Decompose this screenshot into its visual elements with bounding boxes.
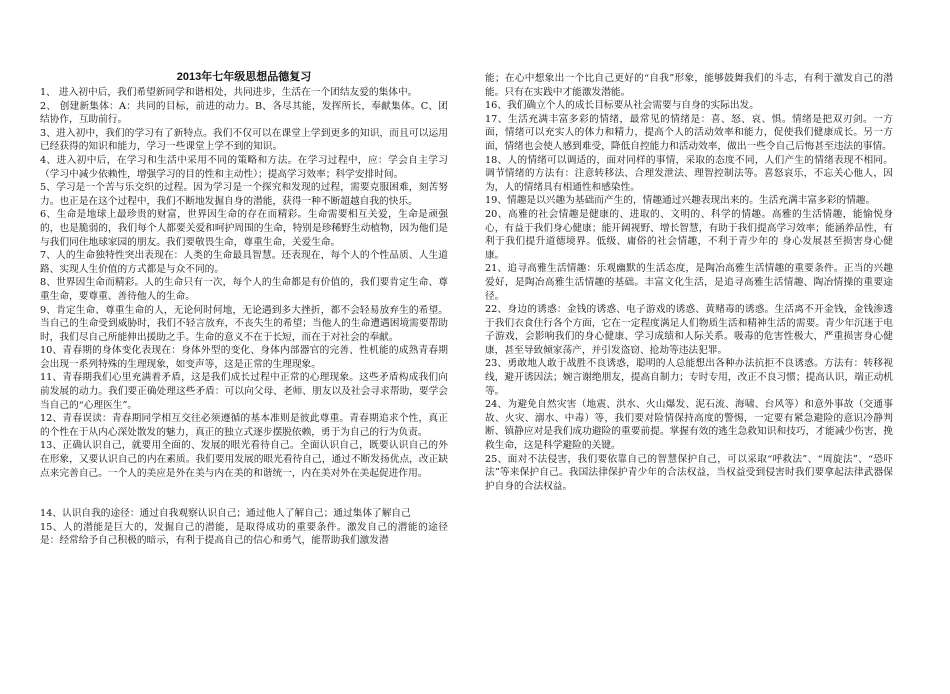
paragraph: 14、认识自我的途径：通过自我观察认识自己；通过他人了解自己；通过集体了解自己 [40,508,411,520]
paragraph: 11、青春期我们心里充满着矛盾，这是我们成长过程中正常的心理现象。这些矛盾构成我们向前发展的动力。我们要正确处理这些矛盾：可以向父母、老师、朋友以及社会寻求帮助，要学会当自己的“心理医生”。 [40,372,448,411]
spacer [40,480,448,507]
paragraph: 7、人的生命独特性突出表现在：人类的生命最具智慧。还表现在，每个人的个性品质、人生道路、实现人生价值的方式都是与众不同的。 [40,250,448,275]
right-column [485,72,893,493]
paragraph: 3、进入初中，我们的学习有了新特点。我们不仅可以在课堂上学到更多的知识，而且可以运用已经获得的知识和能力，学习一些课堂上学不到的知识。 [40,127,448,153]
paragraph: 21、追寻高雅生活情趣：乐观幽默的生活态度，是陶冶高雅生活情趣的重要条件。正当的兴趣爱好，是陶冶高雅生活情趣的基础。丰富文化生活，是追寻高雅生活情趣、陶冶情操的重要途径。 [485,263,893,302]
page-title: 2013年七年级思想品德复习 [176,71,312,83]
paragraph: 13、正确认识自己，就要用全面的、发展的眼光看待自己。全面认识自己，既要认识自己的外在形象，又要认识自己的内在素质。我们要用发展的眼光看待自己，通过不断发扬优点，改正缺点来完善自己。一个人的美应是外在美与内在美的和谐统一，内在美对外在美起促进作用。 [40,440,448,479]
paragraph: 22、身边的诱惑：金钱的诱惑、电子游戏的诱惑、黄赌毒的诱惑。生活离不开金钱，金钱渗透于我们衣食住行各个方面，它在一定程度满足人们物质生活和精神生活的需要。青少年沉迷于电子游戏，会影响我们的身心健康、学习成绩和人际关系。吸毒的危害性极大，严重损害身心健康，甚至导致倾家荡产，并引发盗窃、抢劫等违法犯罪。 [485,304,893,356]
paragraph: 24、为避免自然灾害（地震、洪水、火山爆发、泥石流、海啸、台风等）和意外事故（交通事故、火灾、溺水、中毒）等，我们要对险情保持高度的警惕，一定要有紧急避险的意识冷静判断、镇静应对是我们成功避险的重要前提。掌握有效的逃生急救知识和技巧，才能减少伤害，挽救生命，这是科学避险的关键。 [485,399,893,452]
paragraph: 6、生命是地球上最珍贵的财富，世界因生命的存在而精彩。生命需要相互关爱，生命是顽强的，也是脆弱的，我们每个人都要关爱和呵护周围的生命，特别是珍稀野生动植物，因为他们是与我们同住地球家园的朋友。我们要敬畏生命，尊重生命，关爱生命。 [40,209,448,248]
paragraph: 23、勇敢地人敢于战胜不良诱惑，聪明的人总能想出各种办法抗拒不良诱惑。方法有：转移视线，避开诱因法；婉言谢绝朋友，提高自制力；专时专用，改正不良习惯；提高认识，端正动机等。 [485,358,893,397]
paragraph: 19、情趣是以兴趣为基础而产生的，情趣通过兴趣表现出来的。生活充满丰富多彩的情趣。 [485,195,876,207]
left-column [40,72,448,548]
paragraph: 9、肯定生命、尊重生命的人，无论何时何地，无论遇到多大挫折，都不会轻易放弃生的希望。当自己的生命受到威胁时，我们不轻言放弃，不丧失生的希望；当他人的生命遭遇困境需要帮助时，我们尽自己所能伸出援助之手。生命的意义不在于长短，而在于对社会的奉献。 [40,304,448,343]
paragraph: 能；在心中想象出一个比自己更好的“自我”形象，能够鼓舞我们的斗志，有利于激发自己的潜能。只有在实践中才能激发潜能。 [485,73,893,98]
paragraph: 8、世界因生命而精彩。人的生命只有一次，每个人的生命都是有价值的，我们要肯定生命、尊重生命，要尊重、善待他人的生命。 [40,277,448,302]
paragraph: 25、面对不法侵害，我们要依靠自己的智慧保护自己，可以采取“呼救法”、“周旋法”、“恐吓法”等来保护自己。我国法律保护青少年的合法权益，当权益受到侵害时我们要拿起法律武器保护自身的合法权益。 [485,453,893,492]
paragraph: 17、生活充满丰富多彩的情绪，最常见的情绪是：喜、怒、哀、惧。情绪是把双刃剑。一方面，情绪可以充实人的体力和精力，提高个人的活动效率和能力，促使我们健康成长。另一方面，情绪也会使人感到难受，降低自控能力和活动效率，做出一些令自己后悔甚至违法的事情。 [485,113,893,152]
paragraph: 15、人的潜能是巨大的，发掘自己的潜能，是取得成功的重要条件。激发自己的潜能的途径是：经常给予自己积极的暗示，有利于提高自己的信心和勇气，能帮助我们激发潜 [40,521,448,547]
paragraph: 12、青春误读：青春期同学相互交往必须遵循的基本准则是彼此尊重。青春期追求个性，真正的个性在于从内心深处散发的魅力，真正的独立式逐步摆脱依赖，勇于为自己的行为负责。 [40,413,448,438]
paragraph: 5、学习是一个苦与乐交织的过程。因为学习是一个探究和发现的过程，需要克服困难，刻苦努力。也正是在这个过程中，我们不断地发掘自身的潜能，获得一种不断超越自我的快乐。 [40,182,448,207]
paragraph: 10、青春期的身体变化表现在：身体外型的变化、身体内部器官的完善、性机能的成熟青春期会出现一系列特殊的生理现象，如变声等，这是正常的生理现象。 [40,345,448,370]
paragraph: 4、进入初中后，在学习和生活中采用不同的策略和方法。在学习过程中，应：学会自主学习（学习中减少依赖性，增强学习的目的性和主动性）；提高学习效率；科学安排时间。 [40,154,448,180]
paragraph: 18、人的情绪可以调适的，面对同样的事情，采取的态度不同，人们产生的情绪表现不相同。调节情绪的方法有：注意转移法、合理发泄法、理智控制法等。喜怒哀乐，不忘关心他人，因为，人的情绪具有相通性和感染性。 [485,154,893,193]
paragraph: 2、 创建新集体：A：共同的目标，前进的动力。B、各尽其能，发挥所长，奉献集体。C、团结协作，互助前行。 [40,100,448,126]
paragraph: 20、高雅的社会情趣是健康的、进取的、文明的、科学的情趣。高雅的生活情趣，能愉悦身心，有益于我们身心健康；能开阔视野、增长智慧，有助于我们提高学习效率；能涵养品性，有利于我们提升道德境界。低级、庸俗的社会情趣，不利于青少年的 身心发展甚至损害身心健康。 [485,208,893,261]
paragraph: 16、我们确立个人的成长目标要从社会需要与自身的实际出发。 [485,100,759,112]
paragraph: 1、 进入初中后，我们希望新同学和谐相处，共同进步，生活在一个团结友爱的集体中。 [40,87,418,98]
